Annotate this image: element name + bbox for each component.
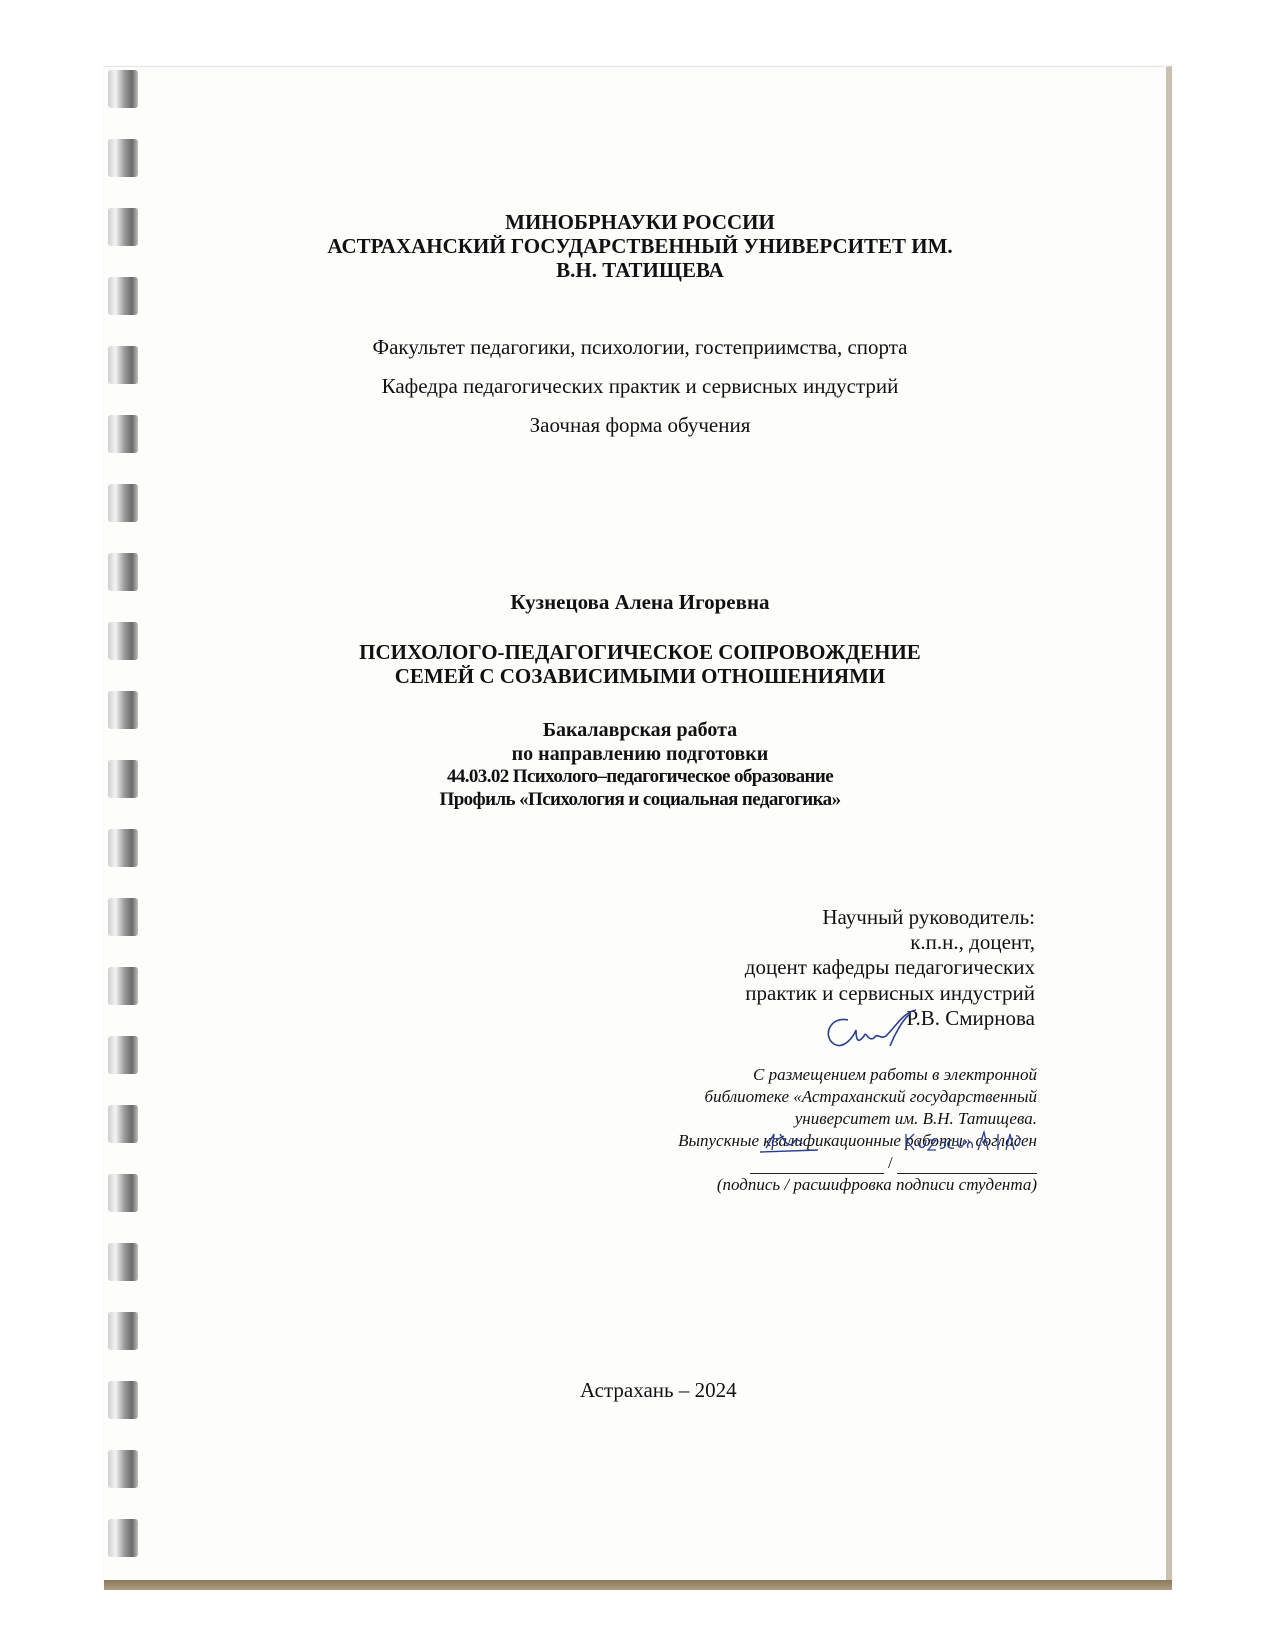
faculty: Факультет педагогики, психологии, гостеприимства, спорта [372,335,908,359]
supervisor-position: доцент кафедры педагогических [744,955,1035,980]
binding-ring [108,1105,138,1143]
binding-ring [108,277,138,315]
binding-ring [108,1381,138,1419]
paper-sheet [104,66,1172,1585]
student-handwritten-name [902,1128,1032,1156]
city-year: Астрахань – 2024 [580,1378,737,1402]
supervisor-position-2: практик и сервисных индустрий [745,980,1035,1005]
binding-ring [108,1519,138,1557]
student-signature [760,1130,820,1156]
binding-ring [108,208,138,246]
binding-ring [108,70,138,108]
binding-ring [108,1036,138,1074]
department: Кафедра педагогических практик и сервисных индустрий [381,374,899,398]
consent-line-2: библиотеке «Астраханский государственный [704,1087,1037,1107]
binding-ring [108,622,138,660]
university-line: АСТРАХАНСКИЙ ГОСУДАРСТВЕННЫЙ УНИВЕРСИТЕТ ИМ. [327,234,953,259]
author-name: Кузнецова Алена Игоревна [510,590,770,614]
supervisor-heading: Научный руководитель: [822,905,1035,929]
signature-separator: / [888,1153,893,1173]
supervisor-signature [820,1006,930,1066]
spiral-binding [108,70,142,1580]
binding-ring [108,346,138,384]
binding-ring [108,139,138,177]
student-signature-line [750,1153,884,1174]
binding-ring [108,553,138,591]
consent-line-4: Выпускные квалификационные работы» согласен [678,1131,1037,1151]
binding-ring [108,829,138,867]
study-form: Заочная форма обучения [529,413,751,437]
binding-ring [108,898,138,936]
binding-ring [108,1243,138,1281]
binding-ring [108,415,138,453]
binding-ring [108,1174,138,1212]
consent-line-3: университет им. В.Н. Татищева. [794,1109,1037,1129]
binding-ring [108,760,138,798]
consent-line-1: С размещением работы в электронной [753,1065,1037,1084]
ministry-line: МИНОБРНАУКИ РОССИИ [505,210,775,234]
direction-code: 44.03.02 Психолого–педагогическое образование [446,766,834,787]
student-name-line [897,1153,1037,1174]
binding-ring [108,1450,138,1488]
binding-ring [108,484,138,522]
page-edge [104,1580,1172,1590]
work-type [140,718,1140,812]
signature-caption: (подпись / расшифровка подписи студента) [716,1175,1037,1195]
supervisor-name: Р.В. Смирнова [906,1005,1035,1030]
binding-ring [108,691,138,729]
binding-ring [108,1312,138,1350]
supervisor-degree: к.п.н., доцент, [910,930,1035,955]
ministry-header [140,210,1140,282]
binding-ring [108,967,138,1005]
university-line-2: В.Н. ТАТИЩЕВА [556,258,724,283]
work-type-label: Бакалаврская работа [542,719,738,741]
title-line-2: СЕМЕЙ С СОЗАВИСИМЫМИ ОТНОШЕНИЯМИ [394,664,886,689]
direction-label: по направлению подготовки [511,743,769,765]
thesis-title [140,640,1140,688]
title-line-1: ПСИХОЛОГО-ПЕДАГОГИЧЕСКОЕ СОПРОВОЖДЕНИЕ [359,640,921,664]
profile-label: Профиль «Психология и социальная педагогика» [439,788,841,810]
